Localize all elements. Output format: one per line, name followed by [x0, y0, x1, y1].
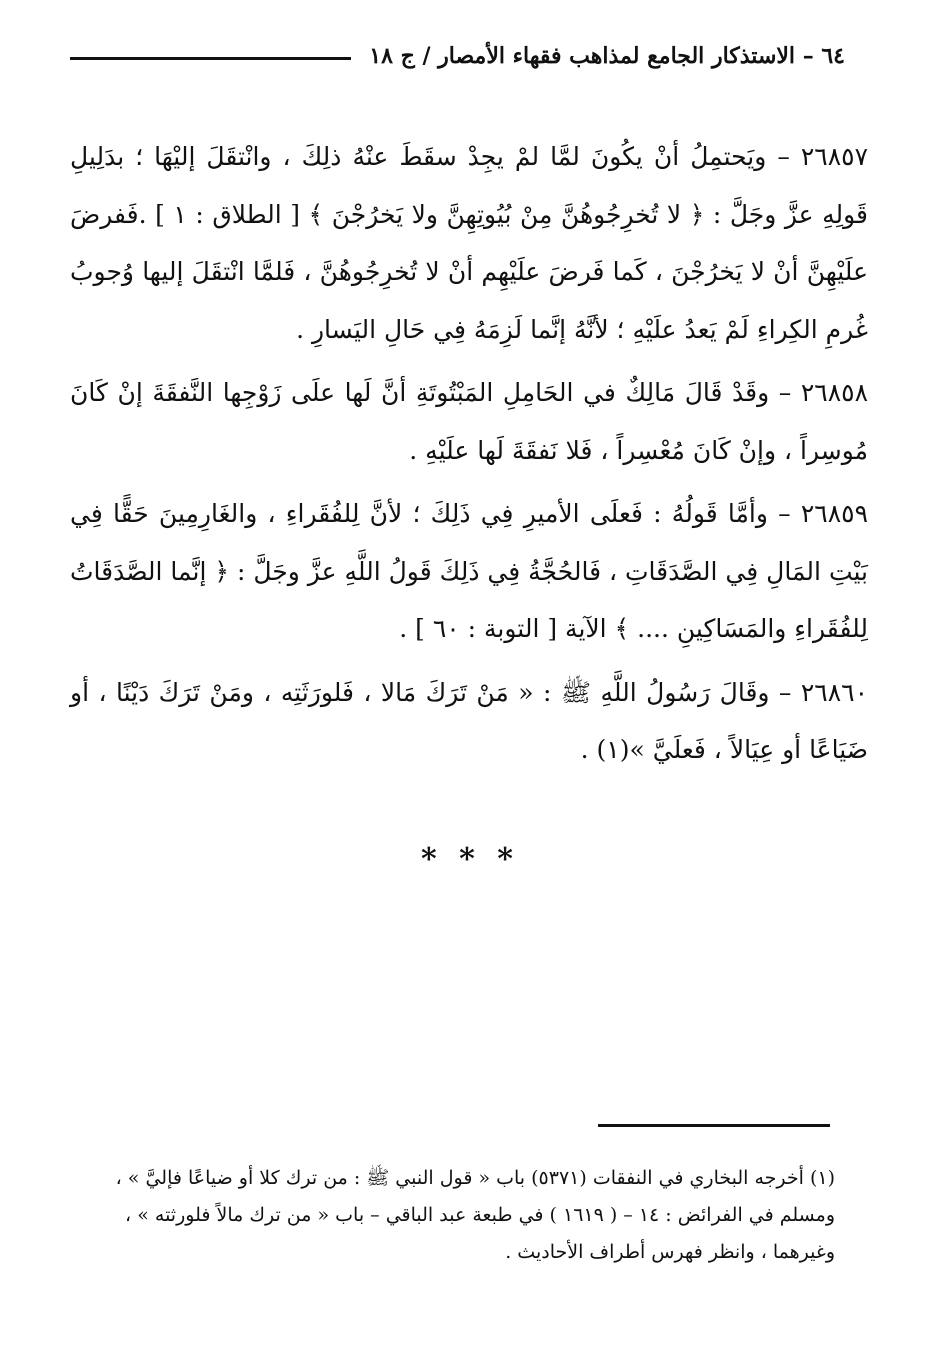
footnotes: [95, 1160, 835, 1271]
main-text: [70, 128, 868, 779]
section-separator: * * *: [421, 842, 519, 877]
paragraph-26857: ٢٦٨٥٧ – ويَحتمِلُ أنْ يكُونَ لمَّا لمْ يجِدْ سقَطَ عنْهُ ذلِكَ ، وانْتقَلَ إليْهَا ؛ بدَلِيلِ قَولِهِ عزَّ وجَلَّ : ﴿ لا تُخرِجُوهُنَّ مِنْ بُيُوتِهِنَّ ولا يَخرُجْنَ ﴾ [ الطلاق : ١ ] .فَفرضَ علَيْهِنَّ أنْ لا يَخرُجْنَ ، كَما فَرضَ علَيْهِم أنْ لا تُخرِجُوهُنَّ ، فَلمَّا انْتقَلَ إليها وُجوبُ غُرمِ الكِراءِ لَمْ يَعدُ علَيْهِ ؛ لأنَّهُ إنَّما لَزِمَهُ فِي حَالِ اليَسارِ .: [70, 142, 868, 344]
footnote-line: ومسلم في الفرائض : ١٤ – ( ١٦١٩ ) في طبعة عبد الباقي – باب « من ترك مالاً فلورثته » ،: [125, 1204, 835, 1226]
header-rule: [70, 57, 351, 60]
paragraph-26858: ٢٦٨٥٨ – وقَدْ قَالَ مَالِكٌ في الحَامِلِ المَبْتُوتَةِ أنَّ لَها علَى زَوْجِها النَّفقَةَ إنْ كَانَ مُوسِراً ، وإنْ كَانَ مُعْسِراً ، فَلا نَفقَةَ لَها علَيْهِ .: [70, 378, 868, 465]
page-header: [70, 36, 845, 76]
footnote-line: (١) أخرجه البخاري في النفقات (٥٣٧١) باب « قول النبي ﷺ : من ترك كلا أو ضياعًا فإليَّ » ،: [115, 1167, 835, 1189]
running-title: ٦٤ – الاستذكار الجامع لمذاهب فقهاء الأمصار / ج ١٨: [369, 43, 845, 69]
paragraph-26860: ٢٦٨٦٠ – وقَالَ رَسُولُ اللَّهِ ﷺ : « مَنْ تَرَكَ مَالا ، فَلورَثَتِه ، ومَنْ تَرَكَ دَيْنًا ، أو ضَيَاعًا أو عِيَالاً ، فَعلَيَّ »(١) .: [70, 677, 868, 764]
paragraph-26859: ٢٦٨٥٩ – وأمَّا قَولُهُ : فَعلَى الأميرِ فِي ذَلِكَ ؛ لأنَّ لِلفُقَراءِ ، والغَارِمِينَ حَقًّا فِي بَيْتِ المَالِ فِي الصَّدَقَاتِ ، فَالحُجَّةُ فِي ذَلِكَ قَولُ اللَّهِ عزَّ وجَلَّ : ﴿ إنَّما الصَّدَقَاتُ لِلفُقَراءِ والمَسَاكِينِ .... ﴾ الآية [ التوبة : ٦٠ ] .: [70, 499, 868, 643]
footnote-rule: [598, 1124, 830, 1127]
footnote-line: وغيرهما ، وانظر فهرس أطراف الأحاديث .: [505, 1241, 835, 1263]
